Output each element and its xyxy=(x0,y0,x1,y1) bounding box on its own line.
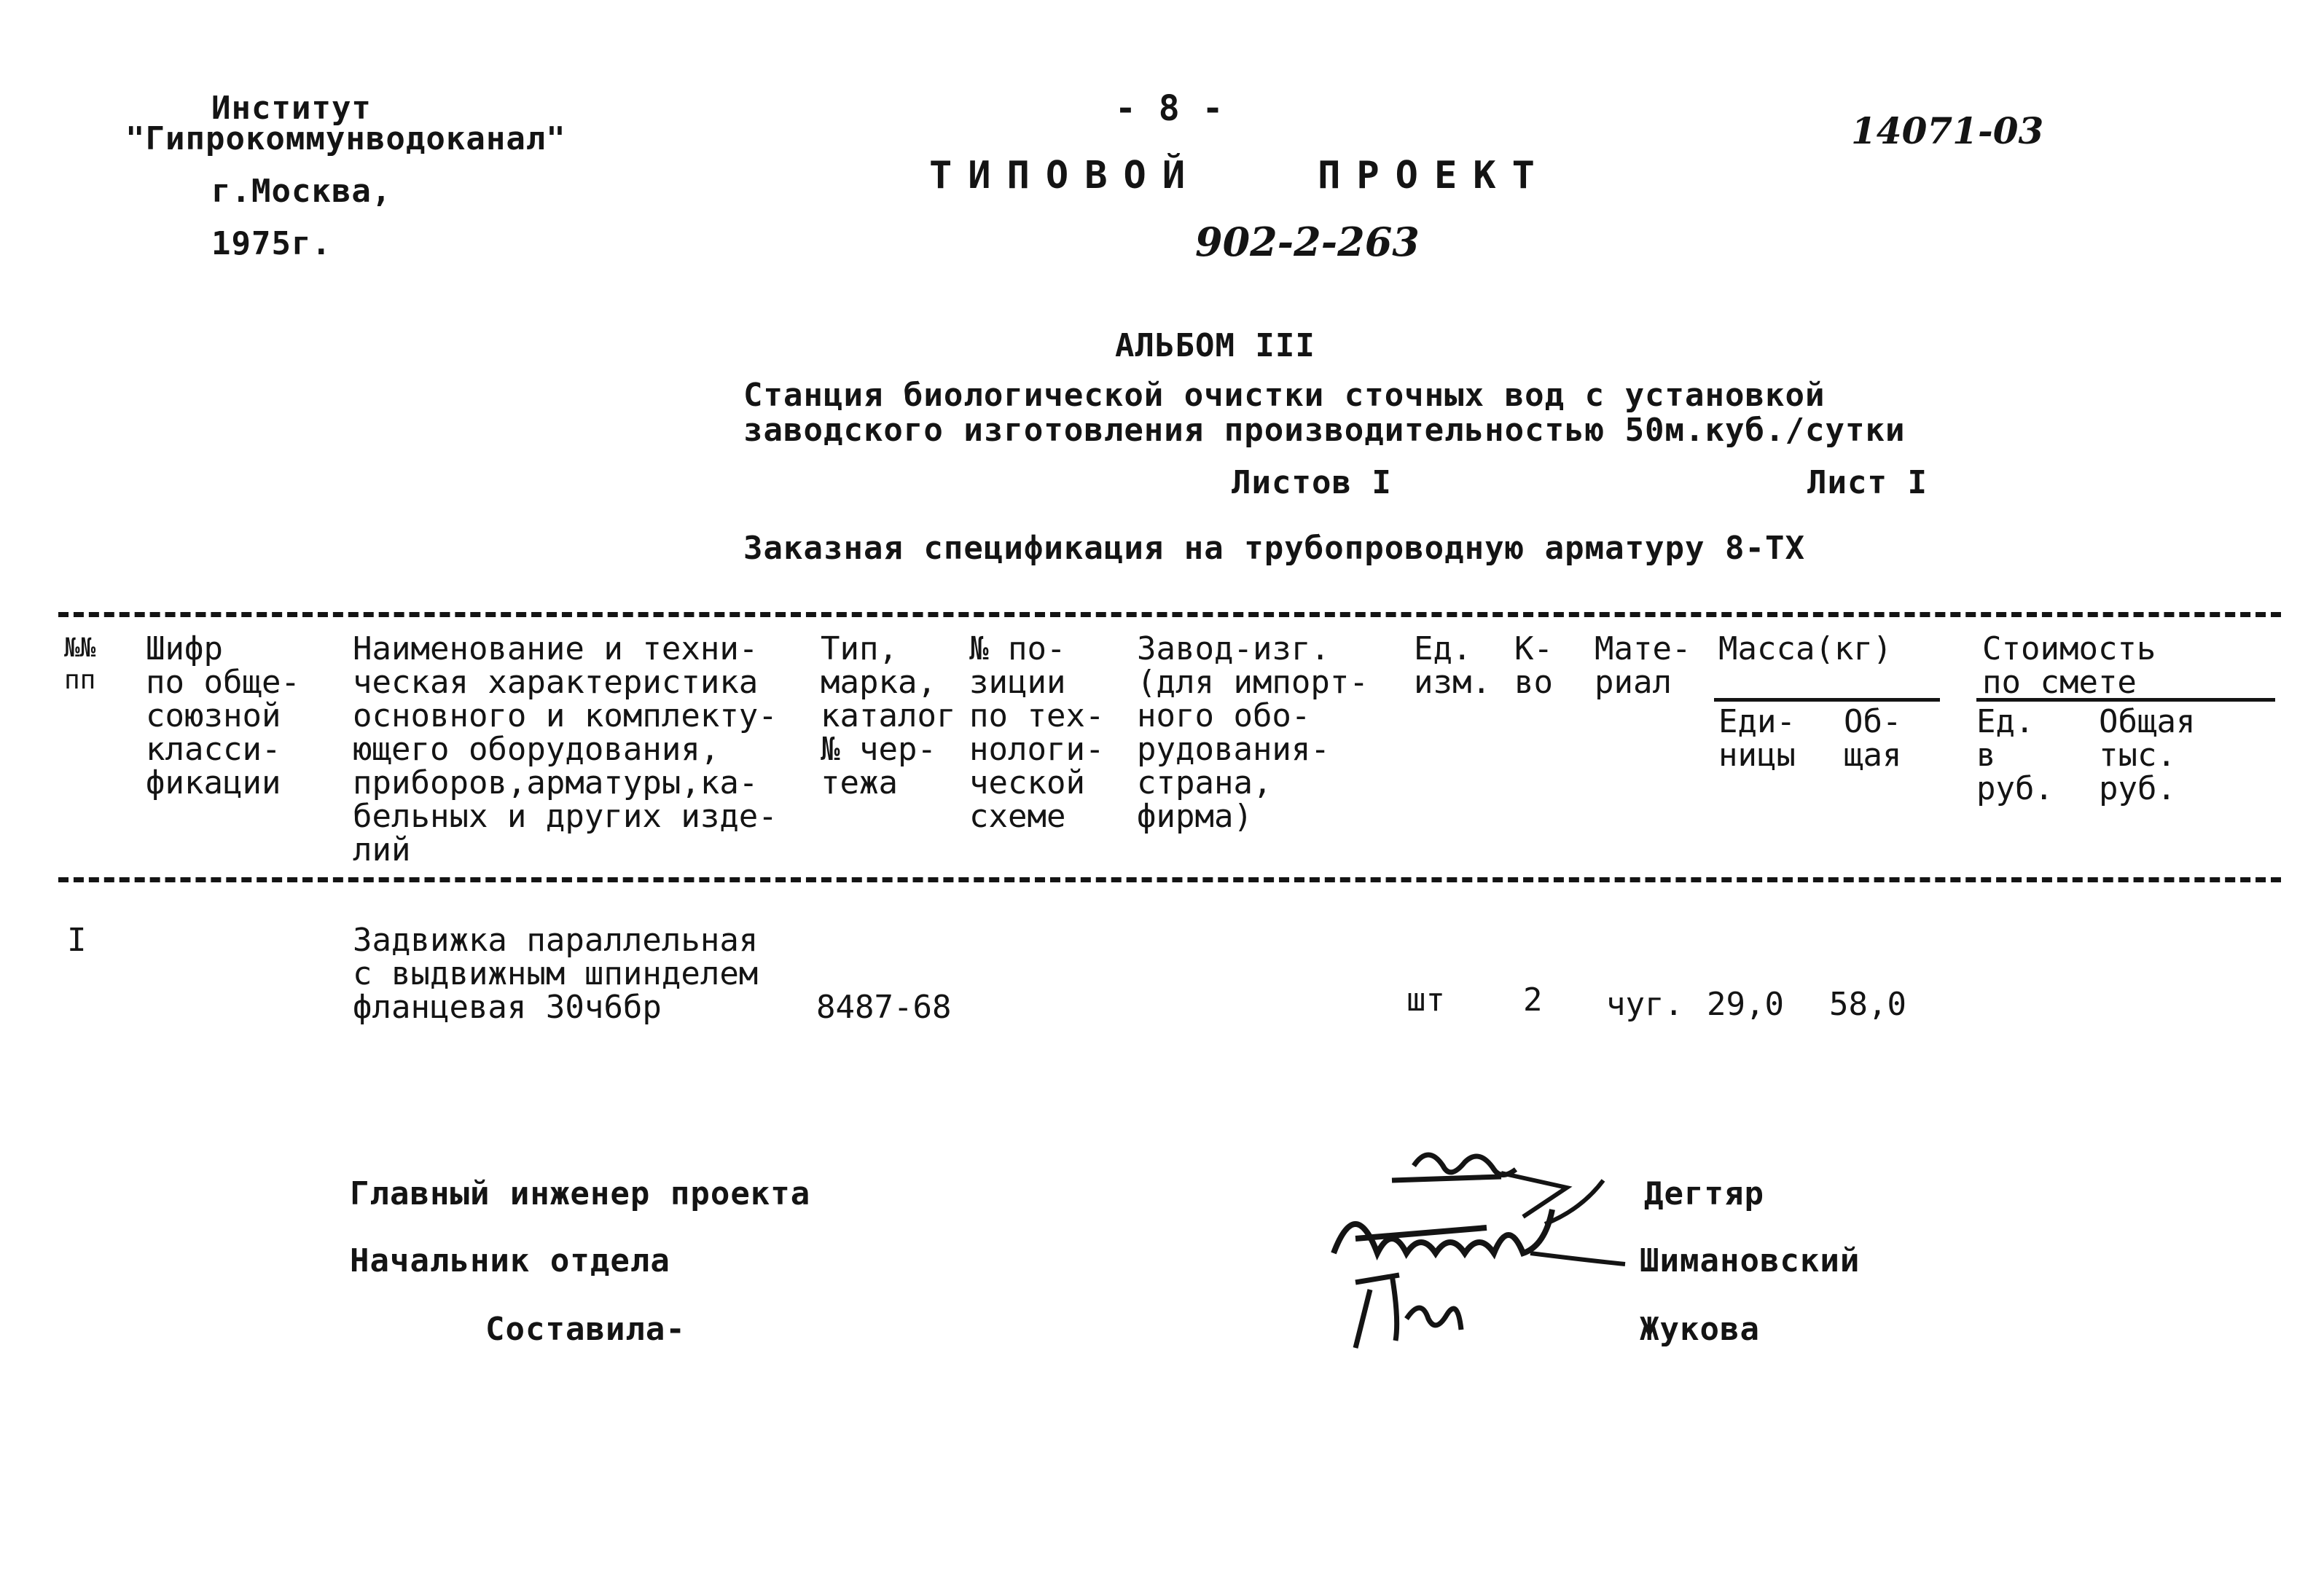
header-material: Мате- риал xyxy=(1595,630,1691,701)
document-code: 14071-03 xyxy=(1851,109,2044,152)
institute-name: "Гипрокоммунводоканал" xyxy=(125,120,566,157)
header-position: № по- зиции по тех- нологи- ческой схеме xyxy=(969,630,1105,835)
header-cost-total: Общая тыс. руб. xyxy=(2099,703,2196,807)
signature-name-2: Шимановский xyxy=(1640,1242,1861,1279)
project-title: ТИПОВОЙ ПРОЕКТ xyxy=(929,154,1551,197)
row-unit: шт xyxy=(1406,981,1445,1019)
header-factory: Завод-изг. (для импорт- ного обо- рудования- страна, фирма) xyxy=(1137,630,1369,835)
institute-label: Институт xyxy=(211,90,372,127)
page-number: - 8 - xyxy=(1115,88,1224,129)
row-type: 8487-68 xyxy=(816,989,952,1026)
table-top-rule xyxy=(58,612,2281,617)
institute-city: г.Москва, xyxy=(211,173,392,210)
row-material: чуг. xyxy=(1606,986,1683,1023)
description-line-2: заводского изготовления производительностью 50м.куб./сутки xyxy=(743,412,1906,449)
header-mass: Масса(кг) xyxy=(1718,630,1893,667)
header-mass-total: Об- щая xyxy=(1844,703,1902,774)
handwritten-signatures xyxy=(1326,1144,1662,1362)
cost-divider xyxy=(1976,698,2275,702)
row-qty: 2 xyxy=(1523,981,1543,1019)
signature-name-1: Дегтяр xyxy=(1644,1175,1764,1212)
signature-role-2: Начальник отдела xyxy=(350,1242,670,1279)
header-qty: К- во xyxy=(1514,630,1553,701)
header-type: Тип, марка, каталог № чер- тежа xyxy=(821,630,956,801)
header-mass-unit: Еди- ницы xyxy=(1718,703,1796,774)
row-mass-unit: 29,0 xyxy=(1707,986,1784,1023)
signature-role-3: Составила- xyxy=(485,1311,686,1348)
mass-divider xyxy=(1714,698,1940,702)
table-header-rule xyxy=(58,877,2281,882)
header-code: Шифр по обще- союзной класси- фикации xyxy=(146,630,300,801)
sheets-total: Листов I xyxy=(1232,464,1392,501)
sheet-current: Лист I xyxy=(1807,464,1928,501)
header-name: Наименование и техни- ческая характеристика основного и комплекту- ющего оборудования, приборов,арматуры,ка- бельных и других изде- лий xyxy=(353,630,778,868)
row-num: I xyxy=(67,922,87,959)
row-mass-total: 58,0 xyxy=(1829,986,1906,1023)
signature-role-1: Главный инженер проекта xyxy=(350,1175,811,1212)
signature-name-3: Жукова xyxy=(1640,1311,1760,1348)
description-line-1: Станция биологической очистки сточных вод с установкой xyxy=(743,377,1826,414)
header-cost: Стоимость по смете xyxy=(1982,630,2156,701)
institute-year: 1975г. xyxy=(211,225,332,262)
project-number: 902-2-263 xyxy=(1195,219,1420,265)
header-cost-unit: Ед. в руб. xyxy=(1976,703,2054,807)
album-title: АЛЬБОМ III xyxy=(1115,327,1315,364)
spec-title: Заказная спецификация на трубопроводную арматуру 8-ТХ xyxy=(743,530,1805,567)
header-num: №№ пп xyxy=(64,633,96,695)
header-unit: Ед. изм. xyxy=(1414,630,1491,701)
row-name: Задвижка параллельная с выдвижным шпинделем фланцевая 30ч6бр xyxy=(353,922,759,1026)
